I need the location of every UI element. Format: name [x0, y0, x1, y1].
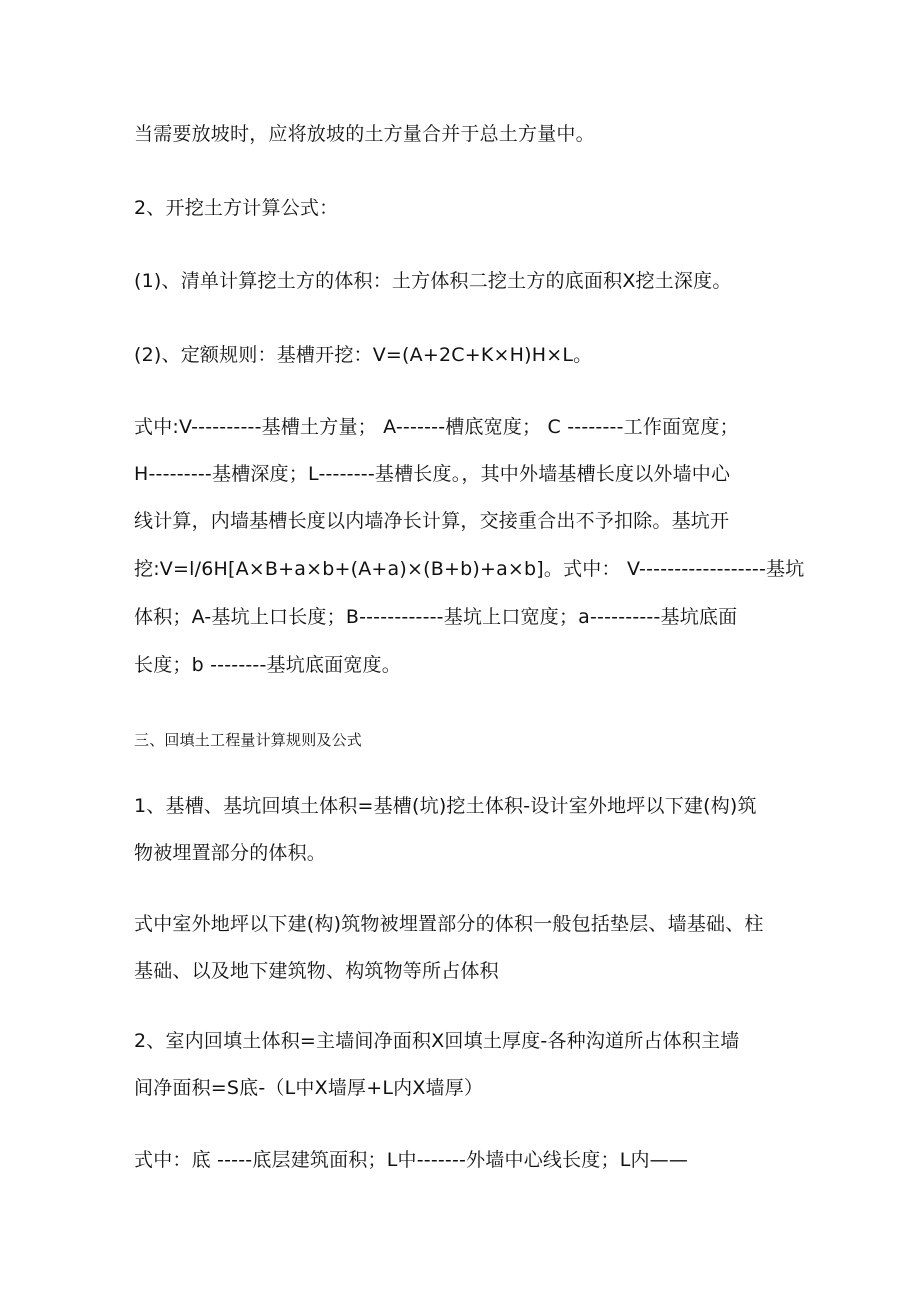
paragraph-line-pit-legend-2: 长度；b --------基坑底面宽度。: [134, 654, 401, 676]
paragraph-line-bill-volume: (1)、清单计算挖土方的体积：土方体积二挖土方的底面积X挖土深度。: [134, 270, 732, 292]
paragraph-line-legend-2: H---------基槽深度；L--------基槽长度。，其中外墙基槽长度以外墙中心: [134, 463, 731, 485]
paragraph-line-pit-legend-1: 体积；A-基坑上口长度；B------------基坑上口宽度；a----------基坑底面: [134, 606, 738, 628]
paragraph-line-backfill-2: 物被埋置部分的体积。: [134, 842, 327, 864]
paragraph-line-legend-1: 式中:V----------基槽土方量； A-------槽底宽度； C --------工作面宽度；: [134, 416, 739, 438]
paragraph-line-slope: 当需要放坡时，应将放坡的土方量合并于总土方量中。: [134, 123, 595, 145]
paragraph-line-quota-rule: (2)、定额规则：基槽开挖：V=(A+2C+K×H)H×L。: [134, 344, 593, 366]
paragraph-line-backfill-1: 1、基槽、基坑回填土体积=基槽(坑)挖土体积-设计室外地坪以下建(构)筑: [134, 795, 757, 817]
section-heading-backfill: 三、回填土工程量计算规则及公式: [134, 731, 363, 749]
paragraph-line-legend-3: 线计算，内墙基槽长度以内墙净长计算，交接重合出不予扣除。基坑开: [134, 510, 730, 532]
paragraph-line-buried-1: 式中室外地坪以下建(构)筑物被埋置部分的体积一般包括垫层、墙基础、柱: [134, 913, 764, 935]
paragraph-line-indoor-2: 间净面积=S底-（L中X墙厚+L内X墙厚）: [134, 1077, 484, 1099]
paragraph-line-buried-2: 基础、以及地下建筑物、构筑物等所占体积: [134, 960, 499, 982]
paragraph-line-indoor-legend: 式中：底 -----底层建筑面积；L中-------外墙中心线长度；L内——: [134, 1149, 689, 1171]
section-heading-excavation-formula: 2、开挖土方计算公式：: [134, 197, 339, 219]
paragraph-line-indoor-1: 2、室内回填土体积=主墙间净面积X回填土厚度-各种沟道所占体积主墙: [134, 1030, 740, 1052]
paragraph-line-pit-formula: 挖:V=l/6H[A×B+a×b+(A+a)×(B+b)+a×b]。式中： V------------------基坑: [134, 558, 805, 580]
